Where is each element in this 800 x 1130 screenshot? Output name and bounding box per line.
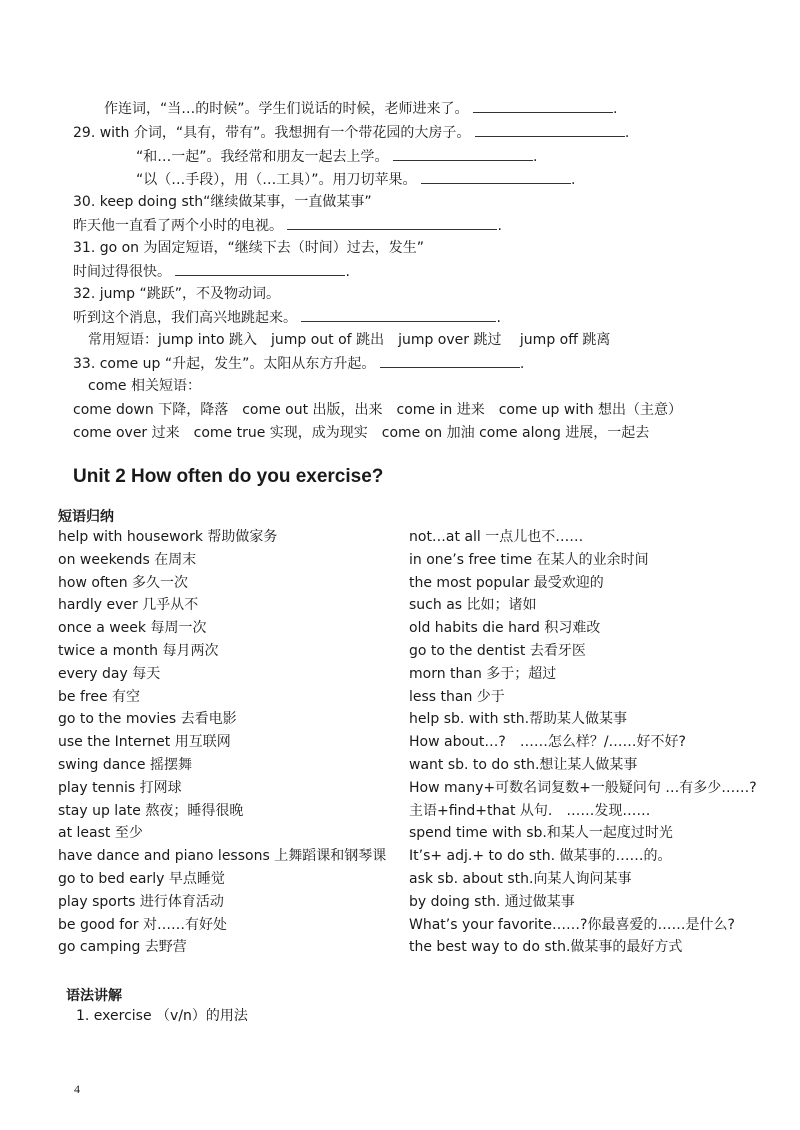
answer-blank[interactable]	[473, 98, 613, 113]
period: .	[345, 264, 350, 280]
phrase-text: come over 过来 come true 实现，成为现实 come on 加油 come along 进展，一起去	[73, 425, 650, 441]
phrase-item: How about…? ……怎么样？/……好不好?	[409, 734, 686, 751]
sentence-text: 29. with 介词，“具有，带有”。我想拥有一个带花园的大房子。	[73, 125, 471, 141]
sentence-line	[136, 146, 537, 167]
phrase-text: 常用短语：jump into 跳入 jump out of 跳出 jump over 跳过 jump off 跳离	[88, 332, 611, 348]
phrase-item: help with housework 帮助做家务	[58, 529, 278, 545]
come-phrases-label	[88, 376, 201, 396]
grammar-heading: 语法讲解	[66, 988, 122, 1004]
phrase-item: use the Internet 用互联网	[58, 734, 231, 751]
sentence-text: “以（…手段），用（…工具）”。用刀切苹果。	[136, 172, 417, 188]
phrase-item: twice a month 每月两次	[58, 642, 219, 659]
sentence-text: 昨天他一直看了两个小时的电视。	[73, 218, 283, 234]
period: .	[497, 218, 502, 234]
phrase-item: the best way to do sth.做某事的最好方式	[409, 939, 683, 956]
phrase-item: by doing sth. 通过做某事	[409, 893, 575, 910]
phrase-item: play sports 进行体育活动	[58, 893, 224, 910]
sentence-text: 30. keep doing sth“继续做某事，一直做某事”	[73, 194, 372, 210]
phrase-item: be good for 对……有好处	[58, 916, 228, 933]
phrase-item: go to the dentist 去看牙医	[409, 642, 586, 659]
item-30-line	[73, 192, 372, 212]
phrase-item: every day 每天	[58, 665, 161, 682]
phrase-item: have dance and piano lessons 上舞蹈课和钢琴课	[58, 848, 387, 865]
answer-blank[interactable]	[475, 122, 625, 137]
period: .	[519, 356, 525, 372]
phrase-item: help sb. with sth.帮助某人做某事	[409, 711, 628, 728]
sentence-line	[73, 307, 501, 328]
phrase-item: at least 至少	[58, 825, 143, 842]
phrase-item: What’s your favorite……?你最喜爱的……是什么?	[409, 916, 735, 933]
sentence-text: 作连词，“当…的时候”。学生们说话的时候，老师进来了。	[104, 101, 469, 117]
phrase-item: the most popular 最受欢迎的	[409, 574, 604, 591]
page-number: 4	[74, 1082, 80, 1096]
item-31-line	[73, 238, 424, 258]
sentence-text: 33. come up “升起，发生”。太阳从东方升起。	[73, 356, 376, 372]
answer-blank[interactable]	[380, 353, 520, 368]
phrase-item: go to the movies 去看电影	[58, 711, 237, 728]
answer-blank[interactable]	[301, 307, 496, 322]
phrase-item: It’s+ adj.+ to do sth. 做某事的……的。	[409, 848, 672, 865]
answer-blank[interactable]	[175, 261, 345, 276]
grammar-item: 1. exercise （v/n）的用法	[76, 1008, 248, 1024]
phrase-item: stay up late 熬夜；睡得很晚	[58, 802, 244, 819]
phrase-item: ask sb. about sth.向某人询问某事	[409, 870, 632, 887]
period: .	[496, 310, 501, 326]
come-phrases-line	[73, 423, 649, 443]
phrases-heading: 短语归纳	[58, 509, 114, 525]
phrases-right-column	[409, 526, 757, 959]
sentence-text: “和…一起”。我经常和朋友一起去上学。	[136, 149, 389, 165]
common-phrases-line	[88, 330, 610, 350]
item-33-line	[73, 353, 524, 374]
answer-blank[interactable]	[287, 215, 497, 230]
phrase-item: how often 多久一次	[58, 574, 189, 591]
phrase-item: be free 有空	[58, 688, 141, 705]
phrase-item: morn than 多于；超过	[409, 665, 557, 682]
sentence-text: 听到这个消息，我们高兴地跳起来。	[73, 310, 297, 326]
phrase-item: go camping 去野营	[58, 939, 187, 956]
phrase-item: in one’s free time 在某人的业余时间	[409, 551, 649, 568]
come-phrases-line	[73, 400, 682, 420]
sentence-line	[104, 98, 617, 119]
phrase-item: such as 比如；诸如	[409, 597, 537, 614]
phrase-item: on weekends 在周末	[58, 551, 197, 568]
phrase-item: swing dance 摇摆舞	[58, 756, 192, 773]
phrase-item: less than 少于	[409, 688, 505, 705]
answer-blank[interactable]	[421, 169, 571, 184]
phrase-item: play tennis 打网球	[58, 779, 182, 796]
period: .	[532, 149, 538, 165]
unit-title: Unit 2 How often do you exercise?	[73, 466, 384, 487]
sentence-text: 32. jump “跳跃”，不及物动词。	[73, 286, 280, 302]
label-text: come 相关短语：	[88, 378, 201, 394]
phrase-item: How many+可数名词复数+一般疑问句 …有多少……?	[409, 779, 757, 796]
sentence-line	[73, 261, 350, 282]
period: .	[570, 172, 576, 188]
sentence-line	[136, 169, 575, 190]
phrases-left-column	[58, 526, 386, 959]
item-32-line	[73, 284, 280, 304]
phrase-item: spend time with sb.和某人一起度过时光	[409, 825, 673, 842]
sentence-line	[73, 215, 502, 236]
phrase-item: want sb. to do sth.想让某人做某事	[409, 756, 638, 773]
sentence-text: 时间过得很快。	[73, 264, 171, 280]
phrase-item: once a week 每周一次	[58, 620, 207, 637]
phrase-text: come down 下降，降落 come out 出版，出来 come in 进来 come up with 想出（主意）	[73, 402, 683, 418]
phrase-item: old habits die hard 积习难改	[409, 620, 601, 637]
phrase-item: 主语+find+that 从句. ……发现……	[409, 802, 651, 819]
phrase-item: hardly ever 几乎从不	[58, 597, 199, 614]
phrase-item: go to bed early 早点睡觉	[58, 870, 225, 887]
phrase-item: not…at all 一点儿也不……	[409, 529, 584, 545]
period: .	[612, 101, 618, 117]
sentence-text: 31. go on 为固定短语，“继续下去（时间）过去，发生”	[73, 240, 425, 256]
period: .	[624, 125, 630, 141]
item-29-line	[73, 122, 629, 143]
answer-blank[interactable]	[393, 146, 533, 161]
